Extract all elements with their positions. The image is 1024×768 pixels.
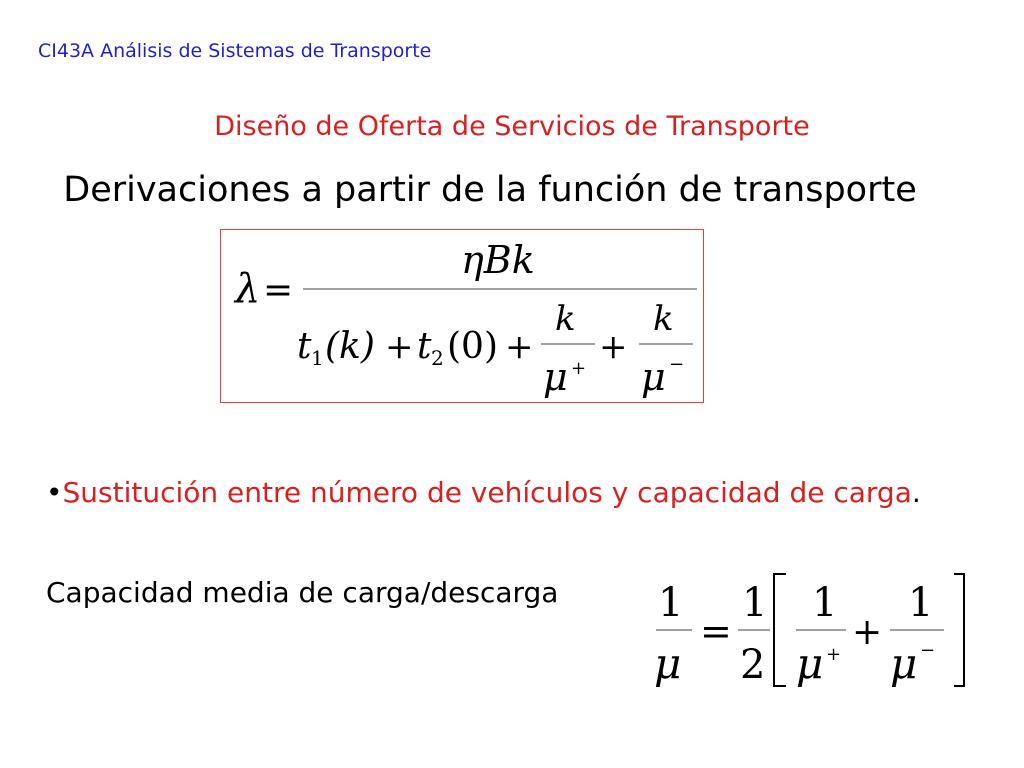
formula2-frac-a-num: 1	[812, 580, 838, 626]
formula2-sup-plus: +	[826, 644, 842, 665]
lambda-formula	[221, 230, 703, 402]
formula2-frac-b-mu: μ	[890, 639, 918, 688]
formula2-plus: +	[852, 612, 883, 653]
formula1-t1: t	[297, 326, 312, 367]
formula1-sup-plus: +	[571, 358, 587, 379]
formula1-numerator: ηBk	[461, 238, 535, 282]
capacity-formula	[640, 560, 980, 700]
formula1-mu-b: μ	[641, 355, 666, 399]
formula2-frac-b-num: 1	[908, 580, 934, 626]
bullet-item	[46, 472, 946, 514]
formula1-arg-k: (k)	[325, 326, 375, 367]
formula2-left-bracket	[774, 574, 786, 686]
formula1-mu-a: μ	[543, 355, 568, 399]
formula2-lhs-num: 1	[658, 580, 684, 626]
slide-subtitle: Diseño de Oferta de Servicios de Transporte	[214, 111, 810, 142]
formula1-arg-0: (0)	[447, 326, 498, 367]
formula2-equals: =	[700, 609, 732, 653]
capacity-label: Capacidad media de carga/descarga	[46, 576, 559, 609]
bullet-period: .	[911, 476, 921, 509]
bullet-marker: •	[46, 476, 63, 509]
formula2-half-den: 2	[740, 642, 766, 688]
formula2-half-num: 1	[742, 580, 768, 626]
formula2-right-bracket	[954, 574, 964, 686]
slide-title: Derivaciones a partir de la función de transporte	[63, 170, 917, 210]
bullet-text: Sustitución entre número de vehículos y capacidad de carga	[62, 476, 912, 509]
formula1-sub2: 2	[431, 346, 444, 370]
formula2-frac-a-mu: μ	[796, 639, 824, 688]
formula1-plus-b: +	[505, 327, 534, 367]
formula2-lhs-mu: μ	[654, 639, 682, 688]
formula1-plus-a: +	[385, 327, 414, 367]
formula1-equals: =	[263, 270, 294, 311]
formula1-sub1: 1	[311, 346, 324, 370]
formula2-sup-minus: −	[920, 640, 936, 661]
formula1-sup-minus: −	[669, 354, 685, 375]
formula1-plus-c: +	[599, 327, 628, 367]
formula-box	[220, 229, 704, 403]
course-header: CI43A Análisis de Sistemas de Transporte	[38, 40, 432, 62]
formula1-k-b: k	[653, 299, 674, 339]
lambda-symbol: λ	[235, 266, 261, 312]
formula1-k-a: k	[555, 299, 576, 339]
formula1-t2: t	[417, 326, 432, 367]
